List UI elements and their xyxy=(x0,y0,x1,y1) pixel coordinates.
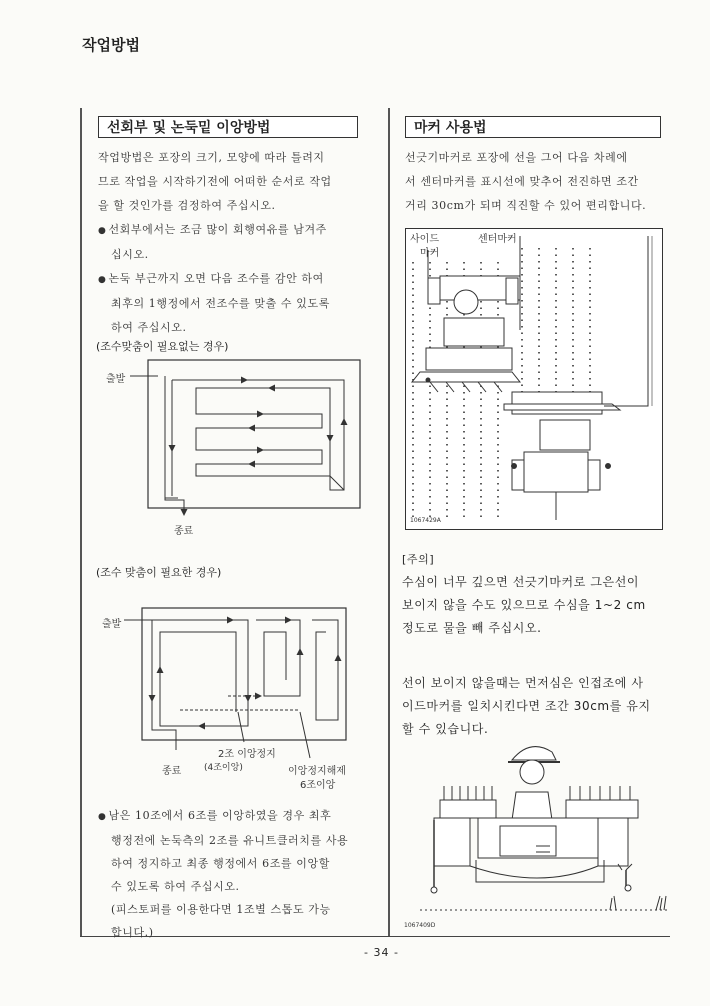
right-section-title: 마커 사용법 xyxy=(405,116,661,138)
diagram2-stop-sub: (4조이앙) xyxy=(204,763,243,773)
side-marker-label-2: 마커 xyxy=(420,248,440,259)
caution-title: [주의] xyxy=(402,553,435,566)
figure-code: 1067429A xyxy=(410,517,441,524)
operator-illustration xyxy=(0,0,1,1)
diagram1-end: 종료 xyxy=(174,526,194,537)
diagram1-caption: (조수맞춤이 필요없는 경우) xyxy=(96,340,229,353)
center-divider xyxy=(388,108,390,936)
diagram1-start: 출발 xyxy=(106,374,126,385)
chapter-title: 작업방법 xyxy=(82,36,140,54)
right-intro: 선긋기마커로 포장에 선을 그어 다음 차례에 서 센터마커를 표시선에 맞추어 전진하면 조간 거리 30cm가 되며 직진할 수 있어 편리합니다. xyxy=(405,151,647,212)
page-number: - 34 - xyxy=(364,946,399,959)
caution-block: [주의] 수심이 너무 깊으면 선긋기마커로 그은선이 보이지 않을 수도 있으므로 수심을 1~2 cm 정도로 물을 빼 주십시오. xyxy=(402,548,670,640)
diagram2-start: 출발 xyxy=(102,619,122,630)
illustration-code: 1067409D xyxy=(404,922,436,929)
bullet-turn-margin: ● 선회부에서는 조금 많이 회행여유를 남겨주 xyxy=(98,218,378,243)
left-bullet3: ● 남은 10조에서 6조를 이앙하였을 경우 최후 행정전에 논둑측의 2조를 유니트클러치를 사용 하여 정지하고 최종 행정에서 6조를 이앙할 수 있도록 하여 주십시오. (피스토퍼를 이용한다면 1조별 스톱도 가능 합니다.) xyxy=(98,804,380,944)
center-marker-label: 센터마커 xyxy=(478,234,517,245)
left-section-title: 선회부 및 논둑밑 이앙방법 xyxy=(98,116,358,138)
diagram2-release-sub: 6조이앙 xyxy=(300,780,336,791)
tip-block: 선이 보이지 않을때는 먼저심은 인접조에 사 이드마커를 일치시킨다면 조간 30cm를 유지 할 수 있습니다. xyxy=(402,676,651,736)
diagram2-release: 이앙정지해제 xyxy=(288,766,346,777)
bullet-rows: ● 논둑 부근까지 오면 다음 조수를 감안 하여 xyxy=(98,267,378,292)
left-border xyxy=(80,108,82,936)
side-marker-label: 사이드 xyxy=(410,234,439,245)
diagram2-caption: (조수 맞춤이 필요한 경우) xyxy=(96,566,222,579)
left-intro: 작업방법은 포장의 크기, 모양에 따라 틀려지 므로 작업을 시작하기전에 어떠한 순서로 작업 을 할 것인가를 검정하여 주십시오. ● 선회부에서는 조금 많이 회행여유를 남겨주 십시오. ● 논둑 부근까지 오면 다음 조수를 감안 하여 최후의 1행정에서 전조수를 맞출 수 있도록 하여 주십시오. xyxy=(98,146,378,340)
diagram2-stop: 2조 이앙정지 xyxy=(218,749,276,760)
diagram2-end: 종료 xyxy=(162,766,182,777)
